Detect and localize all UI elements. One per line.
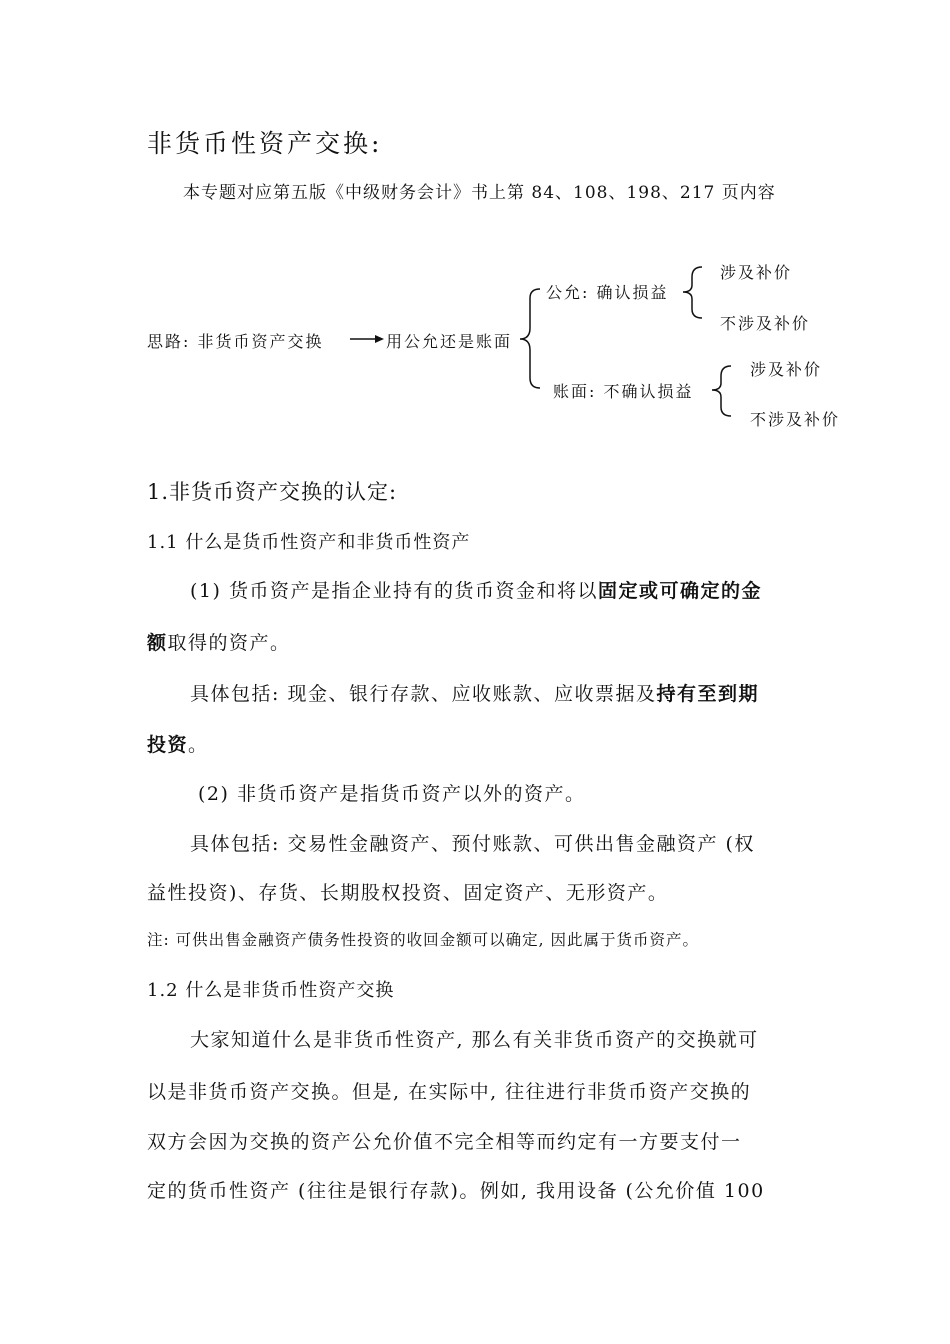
paragraph-monetary-line2 [147,628,291,655]
subsection-heading-1-1: 1.1 什么是货币性资产和非货币性资产 [147,532,471,553]
diagram-book-leaf-2: 不涉及补价 [750,410,841,429]
diagram-fair-leaf-2: 不涉及补价 [720,314,811,333]
text-span: (1) 货币资产是指企业持有的货币资金和将以 [190,580,598,602]
page-title: 非货币性资产交换: [147,129,383,158]
diagram-middle: 用公允还是账面 [386,332,513,351]
paragraph-monetary-line1 [190,576,762,603]
paragraph-nonmonetary: (2) 非货币资产是指货币资产以外的资产。 [198,783,586,805]
text-span: 具体包括: 现金、银行存款、应收账款、应收票据及 [190,683,657,705]
subsection-heading-1-2: 1.2 什么是非货币性资产交换 [147,980,395,1001]
subtitle: 本专题对应第五版《中级财务会计》书上第 84、108、198、217 页内容 [183,183,776,203]
text-span: 取得的资产。 [167,632,291,654]
paragraph-exchange-line1: 大家知道什么是非货币性资产, 那么有关非货币资产的交换就可 [190,1029,759,1051]
diagram-branch-fair: 公允: 确认损益 [546,283,669,302]
diagram-lines [0,0,950,460]
paragraph-nonmonetary-includes-line2: 益性投资)、存货、长期股权投资、固定资产、无形资产。 [147,882,669,904]
bold-span: 投资 [147,734,189,756]
paragraph-includes-line2 [147,730,209,757]
paragraph-nonmonetary-includes-line1: 具体包括: 交易性金融资产、预付账款、可供出售金融资产 (权 [190,833,755,855]
paragraph-exchange-line3: 双方会因为交换的资产公允价值不完全相等而约定有一方要支付一 [147,1131,742,1153]
bold-span: 固定或可确定的金 [597,580,762,602]
paragraph-exchange-line2: 以是非货币资产交换。但是, 在实际中, 往往进行非货币资产交换的 [147,1081,752,1103]
diagram-fair-leaf-1: 涉及补价 [720,263,793,282]
diagram-root: 思路: 非货币资产交换 [147,332,324,351]
bold-span: 持有至到期 [656,683,759,705]
text-span: 。 [188,734,209,756]
diagram-book-leaf-1: 涉及补价 [750,360,823,379]
paragraph-includes-line1 [190,679,759,706]
paragraph-exchange-line4: 定的货币性资产 (往往是银行存款)。例如, 我用设备 (公允价值 100 [147,1180,765,1202]
section-heading: 1.非货币资产交换的认定: [147,480,398,504]
diagram-branch-book: 账面: 不确认损益 [553,382,694,401]
note: 注: 可供出售金融资产债务性投资的收回金额可以确定, 因此属于货币资产。 [147,931,700,949]
bold-span: 额 [147,632,168,654]
